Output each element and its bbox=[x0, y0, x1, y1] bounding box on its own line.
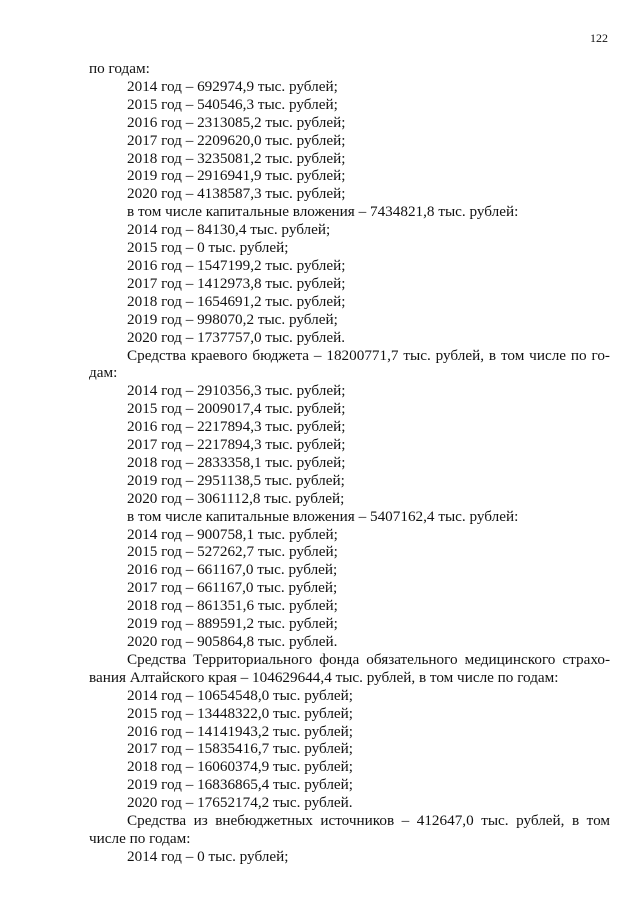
text-line: 2020 год – 17652174,2 тыс. рублей. bbox=[127, 794, 353, 812]
text-line: 2016 год – 14141943,2 тыс. рублей; bbox=[127, 722, 354, 740]
text-line: 2019 год – 2916941,9 тыс. рублей; bbox=[127, 167, 346, 185]
text-line: 2020 год – 3061112,8 тыс. рублей; bbox=[127, 489, 345, 507]
text-line: 2014 год – 84130,4 тыс. рублей; bbox=[127, 221, 331, 239]
text-line: дам: bbox=[89, 364, 118, 382]
text-line: 2014 год – 900758,1 тыс. рублей; bbox=[127, 525, 338, 543]
text-line: 2015 год – 527262,7 тыс. рублей; bbox=[127, 543, 338, 561]
text-line: 2020 год – 4138587,3 тыс. рублей; bbox=[127, 185, 346, 203]
text-line: 2015 год – 2009017,4 тыс. рублей; bbox=[127, 400, 346, 418]
text-line: 2014 год – 692974,9 тыс. рублей; bbox=[127, 77, 338, 95]
text-line: 2019 год – 998070,2 тыс. рублей; bbox=[127, 310, 338, 328]
text-line: 2014 год – 2910356,3 тыс. рублей; bbox=[127, 382, 346, 400]
text-line: Средства краевого бюджета – 18200771,7 тыс. рублей, в том числе по го- bbox=[127, 346, 610, 364]
text-line: 2018 год – 861351,6 тыс. рублей; bbox=[127, 597, 338, 615]
text-line: 2017 год – 2209620,0 тыс. рублей; bbox=[127, 131, 346, 149]
text-line: 2020 год – 1737757,0 тыс. рублей. bbox=[127, 328, 345, 346]
text-line: по годам: bbox=[89, 60, 150, 77]
text-line: Средства из внебюджетных источников – 412647,0 тыс. рублей, в том bbox=[127, 812, 610, 830]
text-line: в том числе капитальные вложения – 7434821,8 тыс. рублей: bbox=[127, 203, 519, 221]
text-line: 2019 год – 889591,2 тыс. рублей; bbox=[127, 615, 338, 633]
text-line: 2016 год – 2217894,3 тыс. рублей; bbox=[127, 418, 346, 436]
text-line: 2020 год – 905864,8 тыс. рублей. bbox=[127, 633, 338, 650]
text-line: 2015 год – 0 тыс. рублей; bbox=[127, 239, 289, 257]
text-line: 2016 год – 661167,0 тыс. рублей; bbox=[127, 561, 338, 579]
text-line: 2017 год – 2217894,3 тыс. рублей; bbox=[127, 436, 346, 454]
text-line: 2017 год – 661167,0 тыс. рублей; bbox=[127, 579, 338, 597]
text-line: вания Алтайского края – 104629644,4 тыс. рублей, в том числе по годам: bbox=[89, 668, 559, 686]
text-line: 2014 год – 0 тыс. рублей; bbox=[127, 847, 289, 865]
text-line: 2015 год – 13448322,0 тыс. рублей; bbox=[127, 704, 354, 722]
text-line: 2017 год – 1412973,8 тыс. рублей; bbox=[127, 274, 346, 292]
text-line: 2018 год – 3235081,2 тыс. рублей; bbox=[127, 149, 346, 167]
text-line: 2016 год – 2313085,2 тыс. рублей; bbox=[127, 113, 346, 131]
text-line: Средства Территориального фонда обязательного медицинского страхо- bbox=[127, 650, 610, 668]
page-number: 122 bbox=[590, 31, 608, 45]
text-line: 2019 год – 2951138,5 тыс. рублей; bbox=[127, 471, 345, 489]
text-line: 2014 год – 10654548,0 тыс. рублей; bbox=[127, 686, 354, 704]
text-line: 2016 год – 1547199,2 тыс. рублей; bbox=[127, 256, 346, 274]
text-line: 2018 год – 1654691,2 тыс. рублей; bbox=[127, 292, 346, 310]
text-line: 2015 год – 540546,3 тыс. рублей; bbox=[127, 95, 338, 113]
text-line: 2018 год – 16060374,9 тыс. рублей; bbox=[127, 758, 354, 776]
text-line: 2018 год – 2833358,1 тыс. рублей; bbox=[127, 453, 346, 471]
text-line: числе по годам: bbox=[89, 829, 191, 847]
text-line: в том числе капитальные вложения – 5407162,4 тыс. рублей: bbox=[127, 507, 519, 525]
text-line: 2019 год – 16836865,4 тыс. рублей; bbox=[127, 776, 354, 794]
text-line: 2017 год – 15835416,7 тыс. рублей; bbox=[127, 740, 354, 758]
document-body bbox=[89, 60, 610, 866]
